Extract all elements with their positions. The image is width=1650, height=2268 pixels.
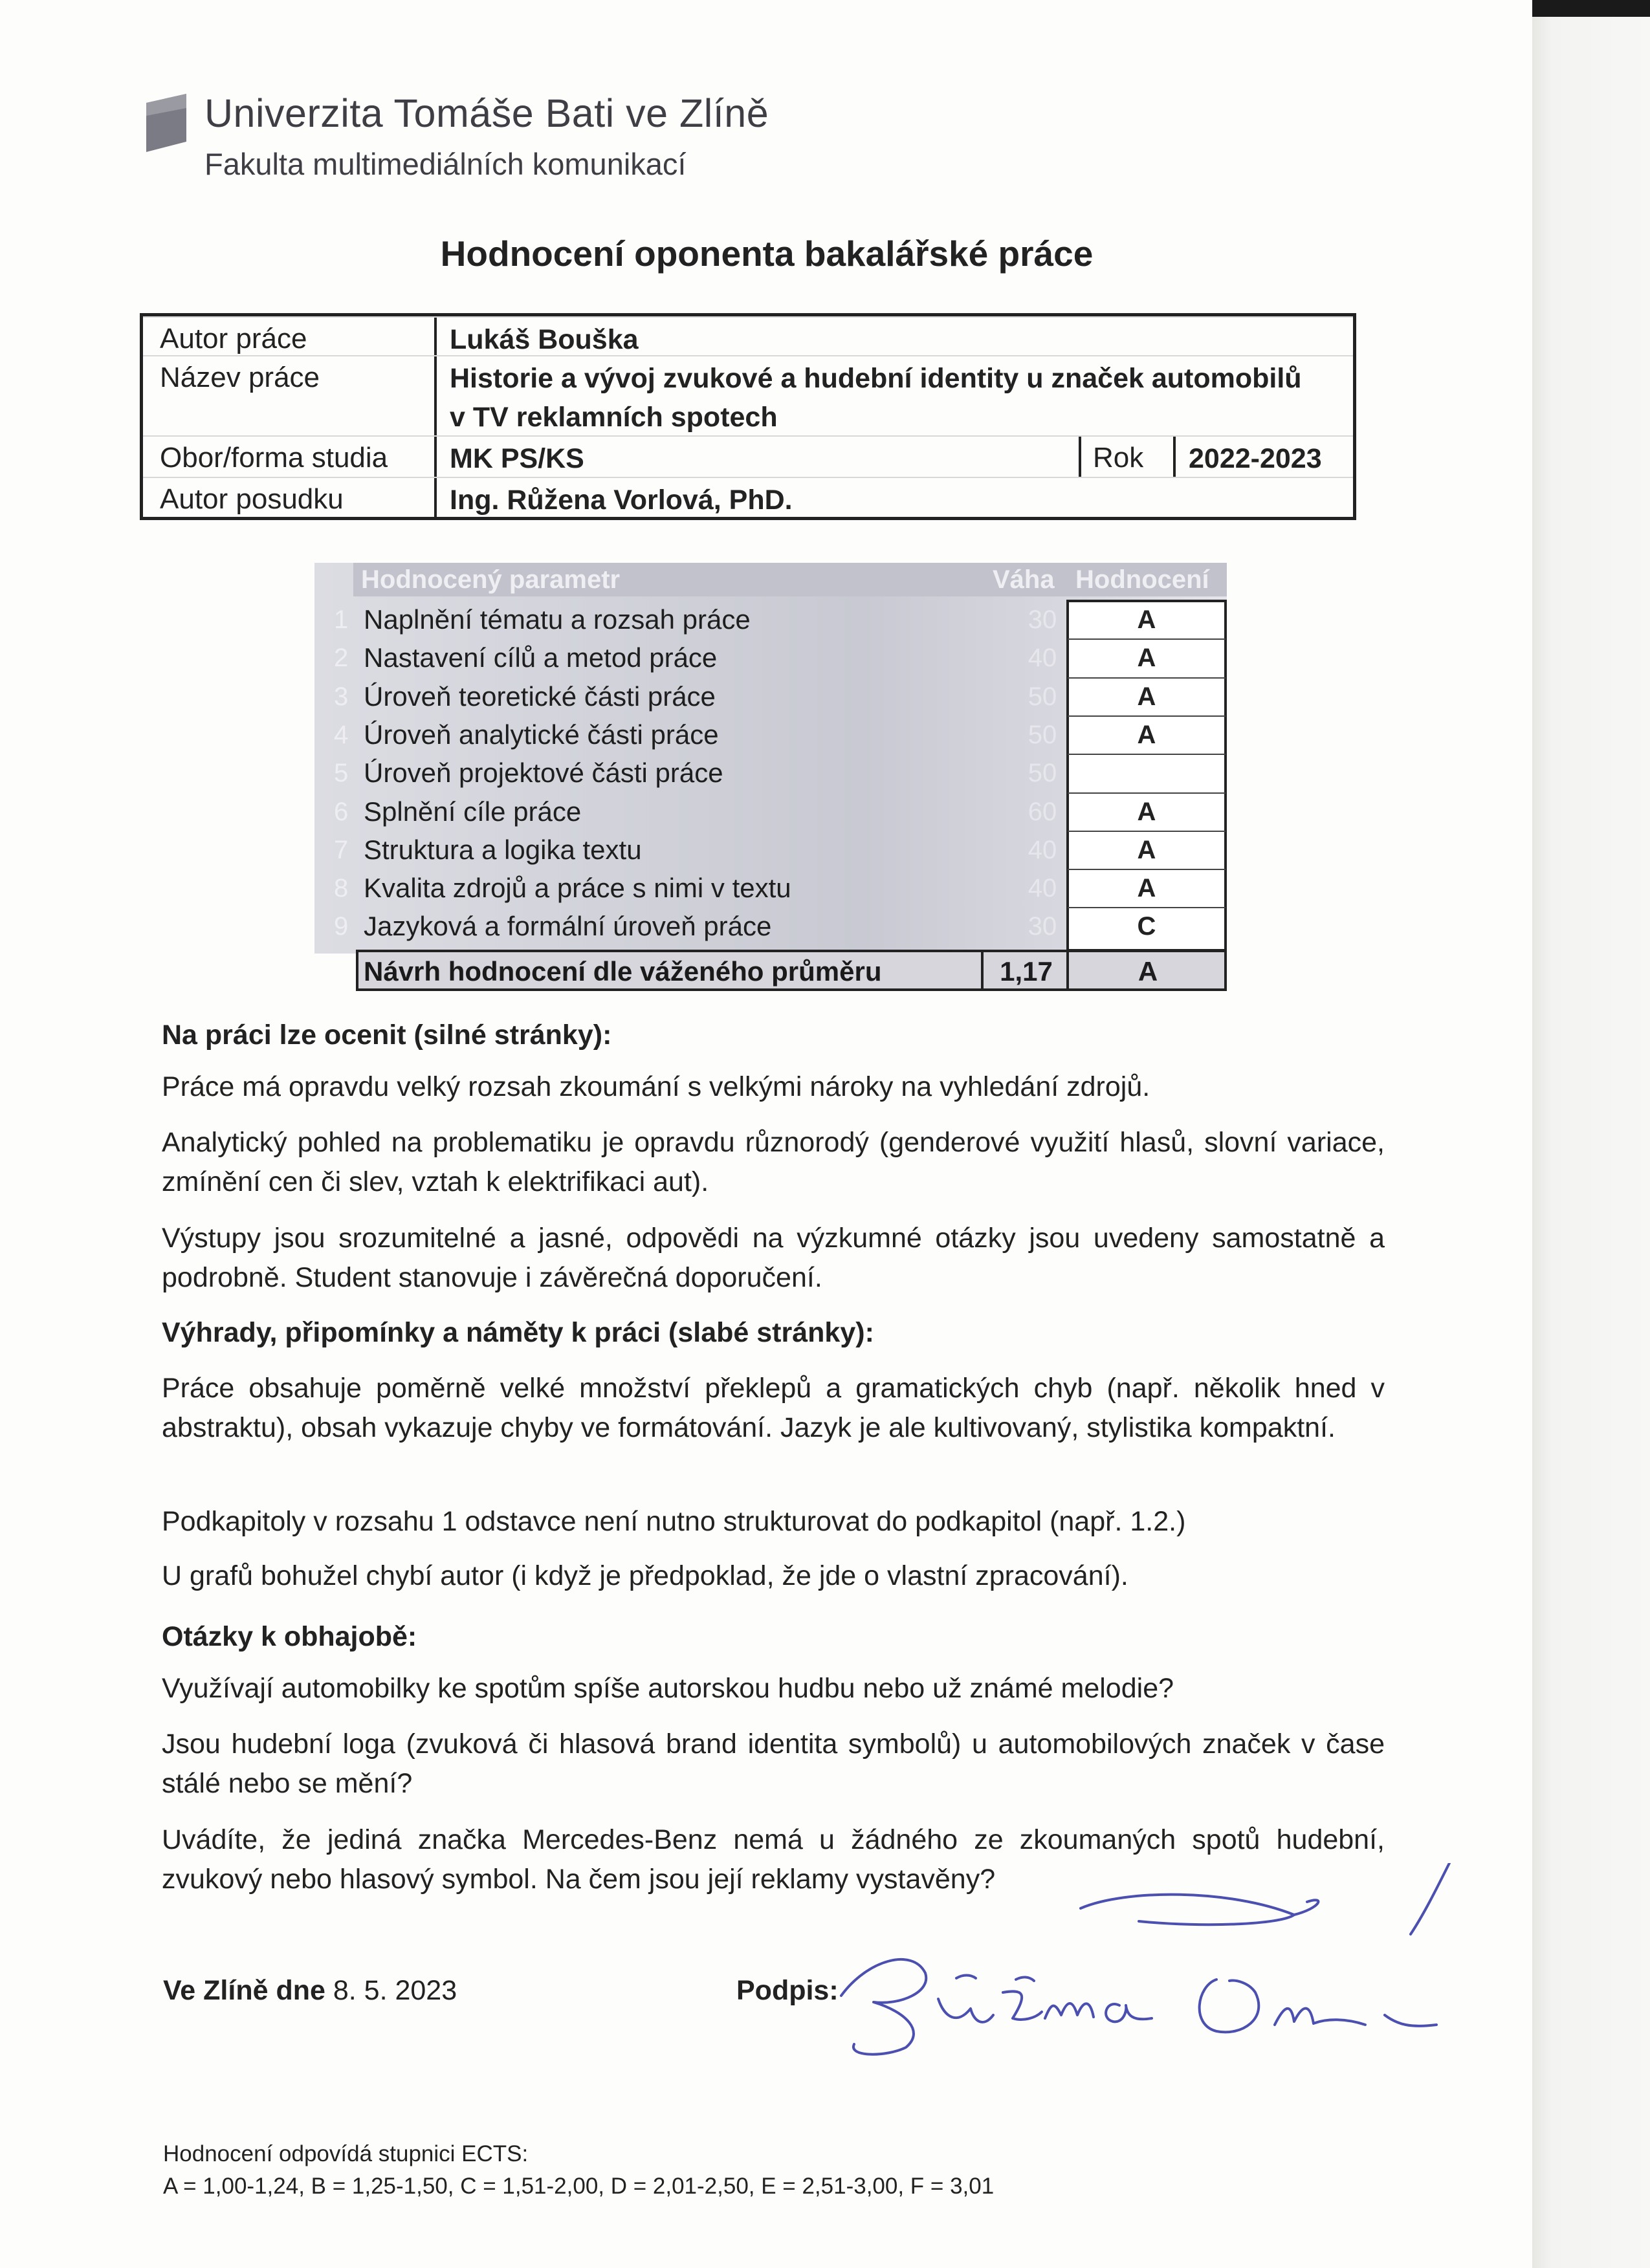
grade-row-divider (1068, 715, 1226, 717)
date-value: 8. 5. 2023 (333, 1975, 457, 2006)
row-number: 2 (334, 644, 349, 672)
faculty-name: Fakulta multimediálních komunikací (204, 147, 687, 181)
grade-row-divider (1068, 754, 1226, 755)
university-logo-icon (146, 94, 186, 152)
summary-grade: A (1138, 956, 1158, 987)
row-parameter: Splnění cíle práce (364, 796, 582, 827)
row-parameter: Úroveň projektové části práce (364, 758, 723, 788)
grade-row-divider (1068, 907, 1226, 908)
weaknesses-paragraph-2: Podkapitoly v rozsahu 1 odstavce není nutno strukturovat do podkapitol (např. 1.2.) (162, 1506, 1186, 1537)
strengths-heading: Na práci lze ocenit (silné stránky): (162, 1020, 612, 1051)
row-number: 5 (334, 759, 349, 787)
row-parameter: Naplnění tématu a rozsah práce (364, 604, 751, 635)
row-grade: C (1137, 912, 1156, 941)
summary-row (356, 950, 1227, 991)
strengths-paragraph-3: Výstupy jsou srozumitelné a jasné, odpovědi na výzkumné otázky jsou uvedeny samostatně a podrobně. Student stanovuje i závěrečná doporučení. (162, 1223, 1385, 1293)
row-grade: A (1137, 836, 1156, 864)
col-weight-header: Váha (993, 565, 1055, 594)
grade-row-divider (1068, 677, 1226, 679)
row-grade: A (1137, 682, 1156, 711)
place-date (163, 1975, 457, 2007)
row-parameter: Struktura a logika textu (364, 834, 642, 865)
row-number: 8 (334, 874, 349, 902)
thesis-line-2: v TV reklamních spotech (450, 402, 778, 433)
reviewer-value: Ing. Růžena Vorlová, PhD. (450, 485, 793, 516)
reviewer-label: Autor posudku (160, 483, 344, 515)
info-row-author (143, 316, 1353, 356)
ects-scale: A = 1,00-1,24, B = 1,25-1,50, C = 1,51-2,00, D = 2,01-2,50, E = 2,51-3,00, F = 3,01 (163, 2174, 995, 2199)
row-number: 7 (334, 836, 349, 864)
scanner-edge-shadow (1532, 0, 1650, 17)
field-value: MK PS/KS (450, 443, 584, 474)
field-label: Obor/forma studia (160, 442, 388, 474)
author-label: Autor práce (160, 323, 307, 354)
row-number: 6 (334, 798, 349, 826)
year-value: 2022-2023 (1189, 443, 1322, 474)
row-weight: 50 (1028, 721, 1057, 749)
year-divider-1 (1079, 437, 1081, 478)
evaluation-row (314, 755, 1227, 794)
row-number: 1 (334, 605, 349, 634)
questions-heading: Otázky k obhajobě: (162, 1621, 417, 1652)
row-grade: A (1137, 644, 1156, 672)
university-name: Univerzita Tomáše Bati ve Zlíně (204, 91, 769, 135)
row-weight: 50 (1028, 682, 1057, 711)
scanner-edge (1532, 0, 1650, 2268)
year-label: Rok (1093, 442, 1144, 474)
strengths-paragraph-2: Analytický pohled na problematiku je opravdu různorodý (genderové využití hlasů, slovní variace, zmínění cen či slev, vztah k elektrifikaci aut). (162, 1127, 1385, 1197)
weaknesses-paragraph-3: U grafů bohužel chybí autor (i když je předpoklad, že jde o vlastní zpracování). (162, 1560, 1128, 1591)
grade-row-divider (1068, 869, 1226, 870)
question-2: Jsou hudební loga (zvuková či hlasová brand identita symbolů) u automobilových značek v čase stálé nebo se mění? (162, 1728, 1385, 1799)
author-value: Lukáš Bouška (450, 324, 639, 355)
row-parameter: Kvalita zdrojů a práce s nimi v textu (364, 873, 791, 903)
row-parameter: Úroveň teoretické části práce (364, 681, 716, 712)
row-parameter: Nastavení cílů a metod práce (364, 642, 718, 673)
handwritten-signature (828, 1863, 1462, 2070)
weaknesses-paragraph-1: Práce obsahuje poměrně velké množství překlepů a gramatických chyb (např. několik hned v abstraktu), obsah vykazuje chyby ve formátování. Jazyk je ale kultivovaný, stylistika kompaktní. (162, 1373, 1385, 1443)
row-parameter: Úroveň analytické části práce (364, 719, 719, 750)
year-divider-2 (1173, 437, 1176, 478)
row-weight: 30 (1028, 912, 1057, 941)
info-table (140, 313, 1356, 520)
row-grade: A (1137, 798, 1156, 826)
evaluation-header (353, 563, 1227, 596)
col-param-header: Hodnocený parametr (361, 565, 621, 594)
info-row-thesis (143, 355, 1353, 437)
row-parameter: Jazyková a formální úroveň práce (364, 911, 772, 941)
grade-row-divider (1068, 831, 1226, 832)
row-weight: 40 (1028, 836, 1057, 864)
summary-value: 1,17 (1000, 956, 1053, 987)
question-3: Uvádíte, že jediná značka Mercedes-Benz nemá u žádného ze zkoumaných spotů hudební, zvukový nebo hlasový symbol. Na čem jsou její reklamy vystavěny? (162, 1824, 1385, 1895)
row-weight: 60 (1028, 798, 1057, 826)
place-label: Ve Zlíně dne (163, 1975, 325, 2006)
row-grade: A (1137, 874, 1156, 902)
row-weight: 40 (1028, 644, 1057, 672)
grade-row-divider (1068, 792, 1226, 794)
thesis-label: Název práce (160, 362, 320, 393)
col-grade-header: Hodnocení (1075, 565, 1209, 594)
row-number: 9 (334, 912, 349, 941)
row-weight: 50 (1028, 759, 1057, 787)
signature-label: Podpis: (736, 1975, 839, 2006)
row-weight: 30 (1028, 605, 1057, 634)
row-weight: 40 (1028, 874, 1057, 902)
row-number: 4 (334, 721, 349, 749)
thesis-line-1: Historie a vývoj zvukové a hudební identity u značek automobilů (450, 363, 1302, 394)
info-row-reviewer (143, 477, 1353, 518)
row-grade: A (1137, 605, 1156, 634)
question-1: Využívají automobilky ke spotům spíše autorskou hudbu nebo už známé melodie? (162, 1673, 1174, 1704)
row-number: 3 (334, 682, 349, 711)
page-title: Hodnocení oponenta bakalářské práce (440, 234, 1094, 274)
grade-row-divider (1068, 638, 1226, 640)
info-row-field (143, 435, 1353, 478)
strengths-paragraph-1: Práce má opravdu velký rozsah zkoumání s velkými nároky na vyhledání zdrojů. (162, 1071, 1150, 1102)
row-grade: A (1137, 721, 1156, 749)
summary-label: Návrh hodnocení dle váženého průměru (364, 956, 882, 987)
weaknesses-heading: Výhrady, připomínky a náměty k práci (slabé stránky): (162, 1317, 874, 1348)
ects-title: Hodnocení odpovídá stupnici ECTS: (163, 2141, 529, 2166)
